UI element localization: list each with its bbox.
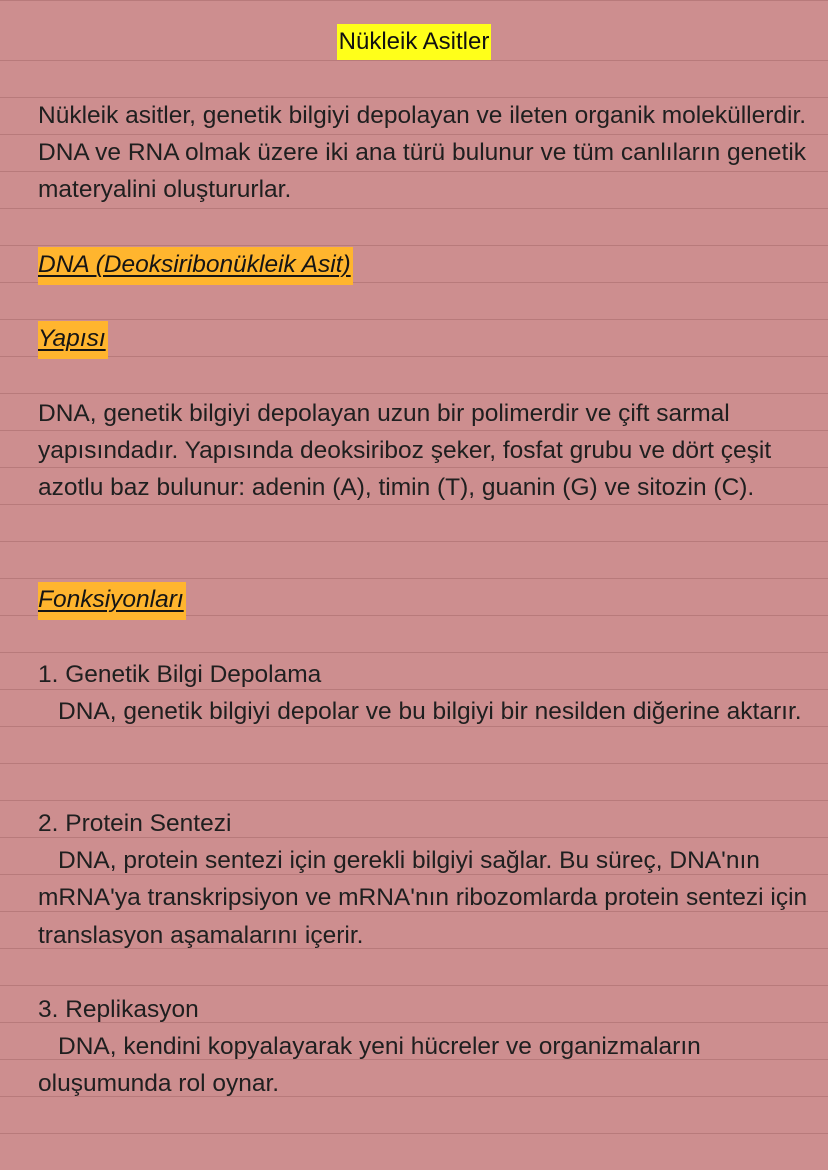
structure-heading-text: Yapısı: [38, 321, 108, 359]
function-item-title: 2. Protein Sentezi: [38, 810, 232, 837]
function-item-3: [38, 991, 808, 1103]
function-item-text: DNA, protein sentezi için gerekli bilgiyi sağlar. Bu süreç, DNA'nın mRNA'ya transkripsiyon ve mRNA'nın ribozomlarda protein sentezi için translasyon aşamalarını içerir.: [38, 847, 808, 949]
page-title: Nükleik Asitler: [337, 24, 492, 60]
functions-heading: [38, 582, 186, 620]
structure-text: DNA, genetik bilgiyi depolayan uzun bir polimerdir ve çift sarmal yapısındadır. Yapısında deoksiriboz şeker, fosfat grubu ve dört çeşit azotlu baz bulunur: adenin (A), timin (T), guanin (G) ve sitozin (C).: [38, 400, 772, 502]
function-item-text: DNA, genetik bilgiyi depolar ve bu bilgiyi bir nesilden diğerine aktarır.: [58, 698, 802, 726]
dna-heading: [38, 247, 353, 285]
function-item-1: [38, 656, 808, 730]
function-item-title: 1. Genetik Bilgi Depolama: [38, 661, 322, 688]
title-row: [0, 24, 828, 60]
function-item-2: [38, 805, 808, 954]
structure-heading: [38, 321, 108, 359]
structure-paragraph: [38, 395, 808, 507]
dna-heading-text: DNA (Deoksiribonükleik Asit): [38, 247, 353, 285]
functions-heading-text: Fonksiyonları: [38, 582, 186, 620]
function-item-text: DNA, kendini kopyalayarak yeni hücreler ve organizmaların oluşumunda rol oynar.: [38, 1033, 701, 1098]
function-item-title: 3. Replikasyon: [38, 996, 199, 1023]
intro-paragraph: [38, 97, 808, 209]
intro-text: Nükleik asitler, genetik bilgiyi depolayan ve ileten organik moleküllerdir. DNA ve RNA olmak üzere iki ana türü bulunur ve tüm canlıların genetik materyalini oluştururlar.: [38, 102, 807, 204]
